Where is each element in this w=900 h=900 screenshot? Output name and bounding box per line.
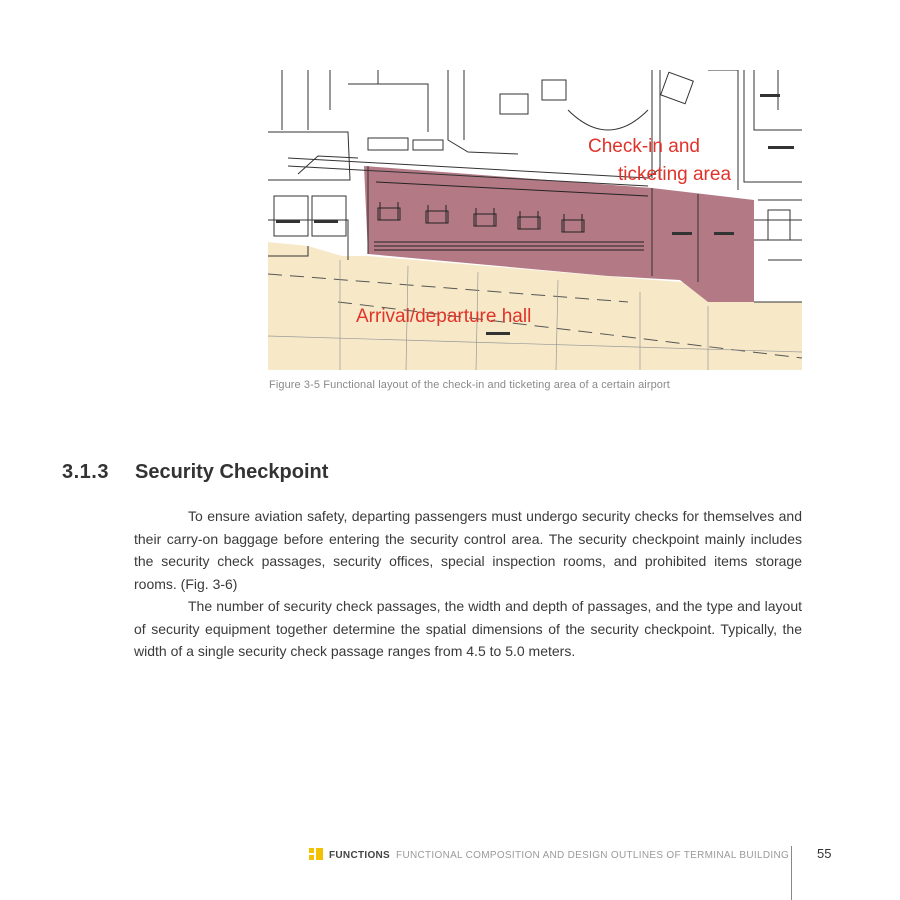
- running-footer: [309, 848, 789, 861]
- section-heading: [62, 461, 328, 484]
- footer-section: FUNCTIONS: [329, 850, 391, 861]
- chapter-mark-icon: [309, 848, 323, 860]
- section-number: 3.1.3: [62, 461, 109, 483]
- paragraph: To ensure aviation safety, departing passengers must undergo security checks for themselves and their carry-on baggage before entering the security control area. The security checkpoint mainly includes the security check passages, security offices, special inspection rooms, and prohibited items storage rooms. (Fig. 3-6): [134, 508, 802, 592]
- floor-plan-figure: [268, 70, 802, 370]
- section-title: Security Checkpoint: [135, 461, 329, 483]
- page-number: 55: [817, 846, 832, 861]
- footer-subtitle: FUNCTIONAL COMPOSITION AND DESIGN OUTLINES OF TERMINAL BUILDING: [396, 850, 790, 861]
- floor-plan-drawing: [268, 70, 802, 370]
- figure-caption: Figure 3-5 Functional layout of the check-in and ticketing area of a certain airport: [269, 379, 670, 391]
- checkin-label-line2: ticketing area: [618, 164, 732, 185]
- hall-label: Arrival/departure hall: [356, 306, 532, 327]
- footer-divider: [791, 846, 792, 900]
- body-text: [134, 505, 802, 663]
- checkin-label-line1: Check-in and: [588, 136, 700, 157]
- paragraph: The number of security check passages, the width and depth of passages, and the type and layout of security equipment together determine the spatial dimensions of the security checkpoint. Typically, the width of a single security check passage ranges from 4.5 to 5.0 meters.: [134, 598, 802, 659]
